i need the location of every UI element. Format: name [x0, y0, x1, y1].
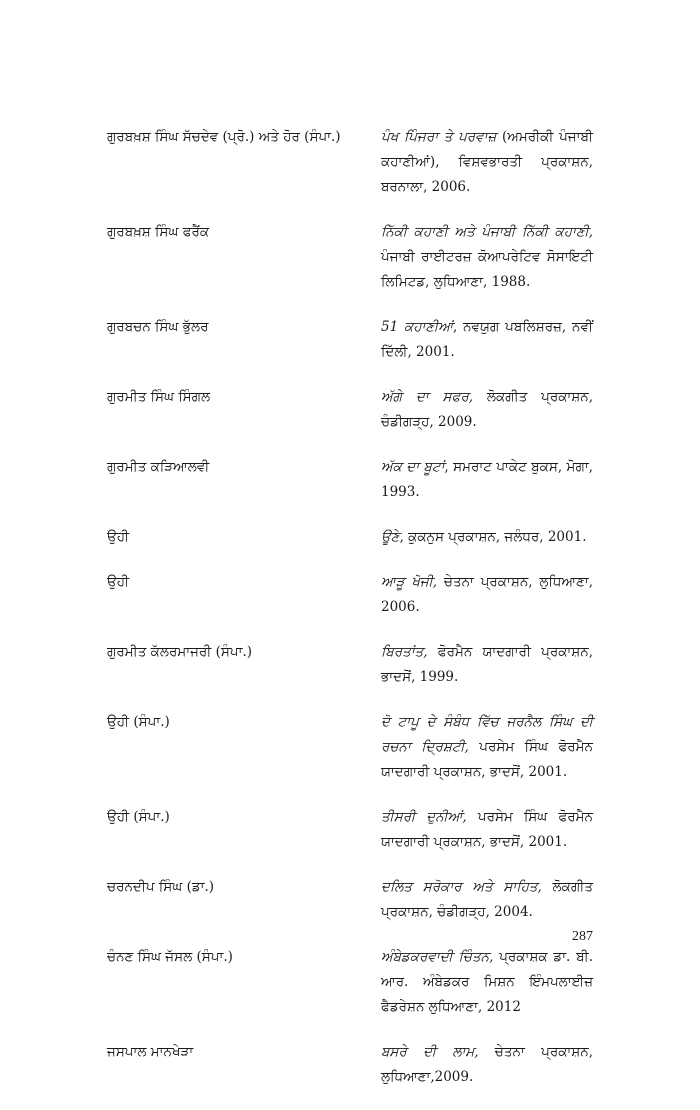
entry-title: ਦੋ ਟਾਪੂ ਦੇ ਸੰਬੰਧ ਵਿੱਚ ਜਰਨੈਲ ਸਿੰਘ ਦੀ ਰਚਨਾ ਦ੍ਰਿਸ਼ਟੀ, — [381, 714, 593, 755]
entry-title: ਊਣੇ — [381, 529, 400, 545]
entry-work — [381, 945, 593, 1020]
entry-title: ਦਲਿਤ ਸਰੋਕਾਰ ਅਤੇ ਸਾਹਿਤ, — [381, 879, 542, 895]
bibliography-entry — [107, 315, 593, 365]
bibliography-list — [107, 125, 593, 1110]
entry-details: ਪ੍ਰਕਾਸ਼ਕ ਡਾ. ਬੀ. ਆਰ. ਅੰਬੇਡਕਰ ਮਿਸ਼ਨ ਇੰਮਪਲਾਈਜ਼ ਫੈਡਰੇਸ਼ਨ ਲੁਧਿਆਣਾ, 2012 — [381, 949, 593, 1015]
entry-author: ਉਹੀ (ਸੰਪਾ.) — [107, 714, 170, 730]
entry-title: ਅੱਗੇ ਦਾ ਸਫਰ, — [381, 389, 473, 405]
entry-title: ਬਸਰੇ ਦੀ ਲਾਮ, — [381, 1044, 479, 1060]
entry-work — [381, 1040, 593, 1090]
entry-details: , ਸਮਰਾਟ ਪਾਕੇਟ ਬੁਕਸ, ਮੋਗਾ, 1993. — [381, 459, 593, 500]
entry-author: ਗੁਰਮੀਤ ਕੜਿਆਲਵੀ — [107, 459, 210, 475]
entry-author: ਗੁਰਬਖ਼ਸ਼ ਸਿੰਘ ਸੱਚਦੇਵ (ਪ੍ਰੋ.) ਅਤੇ ਹੋਰ (ਸੰਪਾ.) — [107, 129, 341, 145]
entry-title: ਬਿਰਤਾਂਤ, — [381, 644, 428, 660]
entry-details: , ਨਵਯੁਗ ਪਬਲਿਸ਼ਰਜ਼, ਨਵੀਂ ਦਿੱਲੀ, 2001. — [381, 319, 593, 360]
entry-work — [381, 640, 593, 690]
entry-work — [381, 315, 593, 365]
entry-details: , ਕੁਕਨੁਸ ਪ੍ਰਕਾਸ਼ਨ, ਜਲੰਧਰ, 2001. — [399, 529, 587, 545]
entry-details: ਫੋਰਮੈਨ ਯਾਦਗਾਰੀ ਪ੍ਰਕਾਸ਼ਨ, ਭਾਦਸੋਂ, 1999. — [381, 644, 593, 685]
entry-author: ਉਹੀ (ਸੰਪਾ.) — [107, 809, 170, 825]
bibliography-entry — [107, 570, 593, 620]
bibliography-entry — [107, 640, 593, 690]
entry-author: ਗੁਰਮੀਤ ਸਿੰਘ ਸਿੰਗਲ — [107, 389, 211, 405]
bibliography-entry — [107, 125, 593, 200]
entry-author: ਉਹੀ — [107, 574, 130, 590]
entry-details: ਚੇਤਨਾ ਪ੍ਰਕਾਸ਼ਨ, ਲੁਧਿਆਣਾ,2009. — [381, 1044, 593, 1085]
entry-title: ਨਿੱਕੀ ਕਹਾਣੀ ਅਤੇ ਪੰਜਾਬੀ ਨਿੱਕੀ ਕਹਾਣੀ, — [381, 224, 593, 240]
entry-details: ਲੋਕਗੀਤ ਪ੍ਰਕਾਸ਼ਨ, ਚੰਡੀਗੜ੍ਹ, 2009. — [381, 389, 593, 430]
entry-title: ਅੱਕ ਦਾ ਬੂਟਾਂ — [381, 459, 445, 475]
entry-author: ਜਸਪਾਲ ਮਾਨਖੇੜਾ — [107, 1044, 194, 1060]
bibliography-entry — [107, 805, 593, 855]
entry-author: ਗੁਰਬਖ਼ਸ਼ ਸਿੰਘ ਫਰੈਂਕ — [107, 224, 210, 240]
entry-details: ਲੋਕਗੀਤ ਪ੍ਰਕਾਸ਼ਨ, ਚੰਡੀਗੜ੍ਹ, 2004. — [381, 879, 593, 920]
entry-details: ਪਰਸੇਮ ਸਿੰਘ ਫੋਰਮੈਨ ਯਾਦਗਾਰੀ ਪ੍ਰਕਾਸ਼ਨ, ਭਾਦਸੋਂ, 2001. — [381, 809, 593, 850]
entry-work — [381, 805, 593, 855]
entry-work — [381, 875, 593, 925]
bibliography-entry — [107, 1040, 593, 1090]
entry-author: ਗੁਰਮੀਤ ਕੱਲਰਮਾਜਰੀ (ਸੰਪਾ.) — [107, 644, 253, 660]
entry-work — [381, 455, 593, 505]
bibliography-entry — [107, 525, 593, 550]
entry-title: ਤੀਸਰੀ ਦੁਨੀਆਂ, — [381, 809, 467, 825]
entry-work — [381, 570, 593, 620]
bibliography-entry — [107, 385, 593, 435]
bibliography-entry — [107, 875, 593, 925]
entry-work — [381, 525, 593, 550]
entry-title: ਆੜੂ ਖੋਜੀ, — [381, 574, 438, 590]
entry-details: ਪੰਜਾਬੀ ਰਾਈਟਰਜ਼ ਕੋਆਪਰੇਟਿਵ ਸੋਸਾਇਟੀ ਲਿਮਿਟਡ, ਲੁਧਿਆਣਾ, 1988. — [381, 249, 593, 290]
bibliography-entry — [107, 455, 593, 505]
entry-work — [381, 710, 593, 785]
bibliography-entry — [107, 710, 593, 785]
entry-work — [381, 220, 593, 295]
entry-author: ਗੁਰਬਚਨ ਸਿੰਘ ਭੁੱਲਰ — [107, 319, 209, 335]
page-number: 287 — [572, 929, 593, 944]
entry-work — [381, 125, 593, 200]
entry-title: ਪੰਖ ਪਿੰਜਰਾ ਤੇ ਪਰਵਾਜ਼ — [381, 129, 497, 145]
entry-details: ਚੇਤਨਾ ਪ੍ਰਕਾਸ਼ਨ, ਲੁਧਿਆਣਾ, 2006. — [381, 574, 593, 615]
entry-author: ਚਰਨਦੀਪ ਸਿੰਘ (ਡਾ.) — [107, 879, 215, 895]
bibliography-entry — [107, 220, 593, 295]
entry-details: ਪਰਸੇਮ ਸਿੰਘ ਫੋਰਮੈਨ ਯਾਦਗਾਰੀ ਪ੍ਰਕਾਸ਼ਨ, ਭਾਦਸੋਂ, 2001. — [381, 739, 593, 780]
bibliography-entry — [107, 945, 593, 1020]
entry-author: ਉਹੀ — [107, 529, 130, 545]
entry-details: (ਅਮਰੀਕੀ ਪੰਜਾਬੀ ਕਹਾਣੀਆਂ), ਵਿਸ਼ਵਭਾਰਤੀ ਪ੍ਰਕਾਸ਼ਨ, ਬਰਨਾਲਾ, 2006. — [381, 129, 593, 195]
entry-author: ਚੰਨਣ ਸਿੰਘ ਜੱਸਲ (ਸੰਪਾ.) — [107, 949, 233, 965]
entry-title: ਅੰਬੇਡਕਰਵਾਦੀ ਚਿੰਤਨ, — [381, 949, 494, 965]
entry-title: 51 ਕਹਾਣੀਆਂ — [381, 319, 453, 335]
entry-work — [381, 385, 593, 435]
